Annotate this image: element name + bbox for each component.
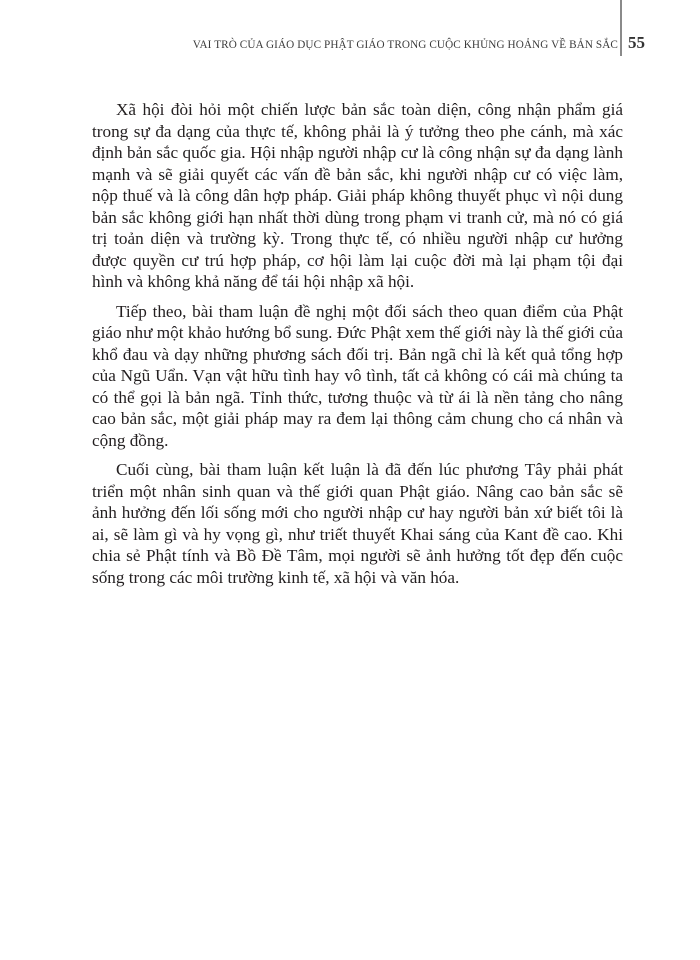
running-header-title: VAI TRÒ CỦA GIÁO DỤC PHẬT GIÁO TRONG CUỘC KHỦNG HOẢNG VỀ BẢN SẮC: [192, 39, 618, 51]
page-number: 55: [628, 33, 645, 52]
body-text: [92, 99, 623, 596]
header-divider-rule: [620, 0, 622, 56]
paragraph-3: Cuối cùng, bài tham luận kết luận là đã đến lúc phương Tây phải phát triển một nhân sinh quan và thế giới quan Phật giáo. Nâng cao bản sắc sẽ ảnh hưởng đến lối sống mới cho người nhập cư hay người bản xứ biết tôi là ai, sẽ làm gì và hy vọng gì, như triết thuyết Khai sáng của Kant đề cao. Khi chia sẻ Phật tính và Bồ Đề Tâm, mọi người sẽ ảnh hưởng tốt đẹp đến cuộc sống trong các môi trường kinh tế, xã hội và văn hóa.: [92, 460, 623, 587]
paragraph-1: Xã hội đòi hỏi một chiến lược bản sắc toàn diện, công nhận phẩm giá trong sự đa dạng của thực tế, không phải là ý tưởng theo phe cánh, mà xác định bản sắc quốc gia. Hội nhập người nhập cư là công nhận sự đa dạng lành mạnh và sẽ giải quyết các vấn đề bản sắc, khi người nhập cư có việc làm, nộp thuế và là công dân hợp pháp. Giải pháp không thuyết phục vì nội dung bản sắc không giới hạn nhất thời dùng trong phạm vi tranh cử, mà nó có giá trị toản diện và trường kỳ. Trong thực tế, có nhiều người nhập cư hưởng được quyền cư trú hợp pháp, cơ hội làm lại cuộc đời mà lại phạm tội đại hình và không khả năng để tái hội nhập xã hội.: [92, 100, 623, 291]
paragraph-2: Tiếp theo, bài tham luận đề nghị một đối sách theo quan điểm của Phật giáo như một khảo hướng bổ sung. Đức Phật xem thế giới này là thế giới của khổ đau và dạy những phương sách đối trị. Bản ngã chỉ là kết quả tổng hợp của Ngũ Uẩn. Vạn vật hữu tình hay vô tình, tất cả không có cái mà chúng ta có thể gọi là bản ngã. Tỉnh thức, tương thuộc và từ ái là nền tảng cho nâng cao bản sắc, một giải pháp may ra đem lại thông cảm chung cho cá nhân và cộng đồng.: [92, 301, 623, 450]
